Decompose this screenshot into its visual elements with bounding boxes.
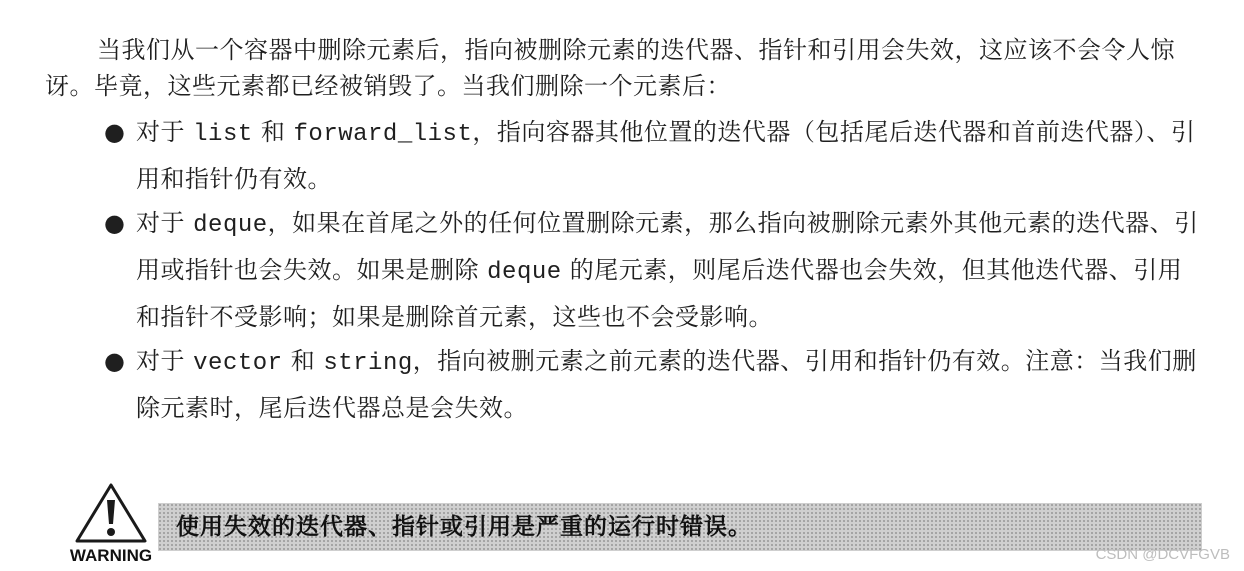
bullet-dot-icon: ● [104, 118, 126, 146]
code-keyword: string [323, 350, 413, 377]
list-item [100, 339, 1200, 430]
list-item [100, 110, 1200, 201]
warning-triangle-icon [74, 482, 148, 544]
bullet-dot-icon: ● [104, 209, 126, 237]
code-keyword: deque [193, 212, 268, 239]
warning-badge [66, 482, 156, 567]
intro-paragraph: 当我们从一个容器中删除元素后，指向被删除元素的迭代器、指针和引用会失效，这应该不会令人惊讶。毕竟，这些元素都已经被销毁了。当我们删除一个元素后： [45, 36, 1175, 100]
item-text-segment: 和 [252, 118, 294, 146]
list-item [100, 201, 1200, 339]
item-text-segment: 对于 [136, 347, 194, 375]
watermark: CSDN @DCVFGVB [1095, 546, 1230, 563]
code-keyword: deque [487, 259, 562, 286]
warning-message-box [158, 503, 1202, 551]
item-text-segment: ，如果在首尾之外的任何位置删除元素，那么指向被删除元素外其他元素的迭代器、引用或指针也会失效。如果是删除 [136, 209, 1199, 284]
item-text-segment: 的尾元素，则尾后迭代器也会失效，但其他迭代器、引用和指针不受影响；如果是删除首元素，这些也不会受影响。 [136, 256, 1183, 331]
bullet-dot-icon: ● [104, 347, 126, 375]
item-text-segment: ，指向容器其他位置的迭代器（包括尾后迭代器和首前迭代器）、引用和指针仍有效。 [136, 118, 1196, 193]
code-keyword: vector [193, 350, 283, 377]
list-item-text [136, 209, 1199, 331]
warning-message: 使用失效的迭代器、指针或引用是严重的运行时错误。 [176, 513, 752, 540]
item-text-segment: ，指向被删元素之前元素的迭代器、引用和指针仍有效。注意：当我们删除元素时，尾后迭代器总是会失效。 [136, 347, 1197, 422]
code-keyword: forward_list [293, 121, 473, 148]
rules-list [100, 110, 1200, 430]
warning-label: WARNING [69, 546, 153, 565]
item-text-segment: 对于 [136, 118, 194, 146]
list-item-text [136, 347, 1197, 422]
list-item-text [136, 118, 1195, 193]
code-keyword: list [193, 121, 253, 148]
item-text-segment: 对于 [136, 209, 194, 237]
warning-callout [66, 482, 1206, 567]
item-text-segment: 和 [282, 347, 324, 375]
